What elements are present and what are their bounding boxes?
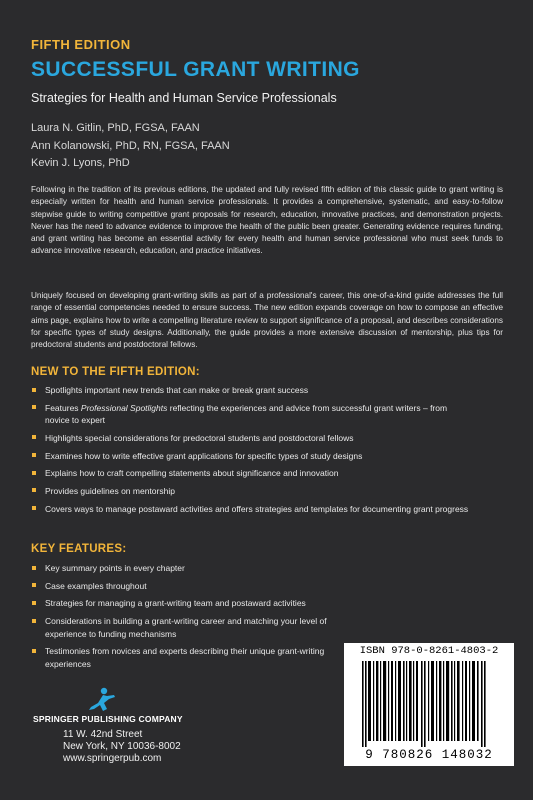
bullet-icon xyxy=(32,601,36,605)
list-item xyxy=(31,402,471,427)
publisher-name: SPRINGER PUBLISHING COMPANY xyxy=(33,714,183,724)
list-item-text: Examines how to write effective grant applications for specific types of study designs xyxy=(45,450,363,461)
list-item-text: Case examples throughout xyxy=(45,580,147,591)
description-paragraph: Following in the tradition of its previous editions, the updated and fully revised fifth edition of this classic guide to grant writing is especially written for health and human service professionals. It provides a comprehensive, systematic, and easy-to-follow stepwise guide to writing competitive grant proposals for research, education, innovative practices, and demonstration projects. Never has the need to advance evidence to improve the health of the public been greater. Generating evidence requires funding, and grant writing has become an essential activity for every health and human service professional who must seek funds to advance innovative research, education, and practice initiatives. xyxy=(31,185,503,256)
barcode xyxy=(344,643,514,766)
list-item-text: Strategies for managing a grant-writing team and postaward activities xyxy=(45,598,306,609)
list-item xyxy=(31,562,361,574)
list-item xyxy=(31,450,471,462)
bullet-icon xyxy=(32,405,36,409)
list-item xyxy=(31,645,361,670)
list-item-text: Highlights special considerations for predoctoral students and postdoctoral fellows xyxy=(45,432,354,443)
list-item-text: Considerations in building a grant-writing career and matching your level of experience to funding mechanisms xyxy=(45,616,327,639)
address-line: New York, NY 10036-8002 xyxy=(63,741,181,752)
address-line: 11 W. 42nd Street xyxy=(63,729,143,740)
key-features-heading: KEY FEATURES: xyxy=(31,543,127,555)
bullet-icon xyxy=(32,649,36,653)
springer-figure-icon xyxy=(67,687,127,715)
barcode-bars xyxy=(352,661,506,747)
list-item-text: Covers ways to manage postaward activities and offers strategies and templates for documenting grant progress xyxy=(45,503,469,514)
list-item xyxy=(31,485,471,497)
list-item xyxy=(31,597,361,609)
new-edition-list xyxy=(31,384,471,520)
new-edition-heading: NEW TO THE FIFTH EDITION: xyxy=(31,366,200,378)
key-features-list xyxy=(31,562,361,675)
author: Kevin J. Lyons, PhD xyxy=(31,157,130,169)
bullet-icon xyxy=(32,435,36,439)
list-item-italic: Professional Spotlights xyxy=(80,402,168,413)
description-paragraph: Uniquely focused on developing grant-writing skills as part of a professional's career, this one-of-a-kind guide addresses the full range of essential competencies needed to ensure success. The new edition expands coverage on how to compose an effective aims page, explains how to write a compelling literature review to support significance of a proposal, and describes considerations for specific types of study designs. Additionally, the guide provides a more extensive discussion of mentorship, plus tips for predoctoral students and postdoctoral fellows. xyxy=(31,291,503,350)
author: Laura N. Gitlin, PhD, FGSA, FAAN xyxy=(31,122,200,134)
book-title: SUCCESSFUL GRANT WRITING xyxy=(31,58,360,81)
bullet-icon xyxy=(32,453,36,457)
bullet-icon xyxy=(32,619,36,623)
edition-label: FIFTH EDITION xyxy=(31,37,131,52)
publisher-logo xyxy=(33,687,213,727)
list-item xyxy=(31,580,361,592)
publisher-website: www.springerpub.com xyxy=(63,753,162,764)
bullet-icon xyxy=(32,566,36,570)
list-item-text: reflecting the experiences and advice from successful grant writers – from novice to expert xyxy=(45,402,448,426)
list-item xyxy=(31,432,471,444)
bullet-icon xyxy=(32,583,36,587)
publisher-address xyxy=(63,729,181,765)
list-item-text: Explains how to craft compelling statements about significance and innovation xyxy=(45,468,339,479)
bullet-icon xyxy=(32,488,36,492)
list-item xyxy=(31,503,471,515)
list-item-text: Testimonies from novices and experts describing their unique grant-writing experiences xyxy=(45,646,325,669)
author-list xyxy=(31,120,230,173)
isbn-label: ISBN 978-0-8261-4803-2 xyxy=(359,645,499,657)
barcode-number: 9 780826 148032 xyxy=(365,748,493,762)
book-subtitle: Strategies for Health and Human Service Professionals xyxy=(31,91,337,105)
bullet-icon xyxy=(32,388,36,392)
list-item-text: Spotlights important new trends that can make or break grant success xyxy=(45,385,309,395)
list-item xyxy=(31,384,471,396)
list-item xyxy=(31,615,361,640)
author: Ann Kolanowski, PhD, RN, FGSA, FAAN xyxy=(31,139,230,152)
bullet-icon xyxy=(32,506,36,510)
list-item-text: Provides guidelines on mentorship xyxy=(45,485,175,496)
list-item-text: Key summary points in every chapter xyxy=(45,563,185,573)
list-item-prefix: Features xyxy=(45,402,81,413)
list-item xyxy=(31,467,471,479)
bullet-icon xyxy=(32,471,36,475)
